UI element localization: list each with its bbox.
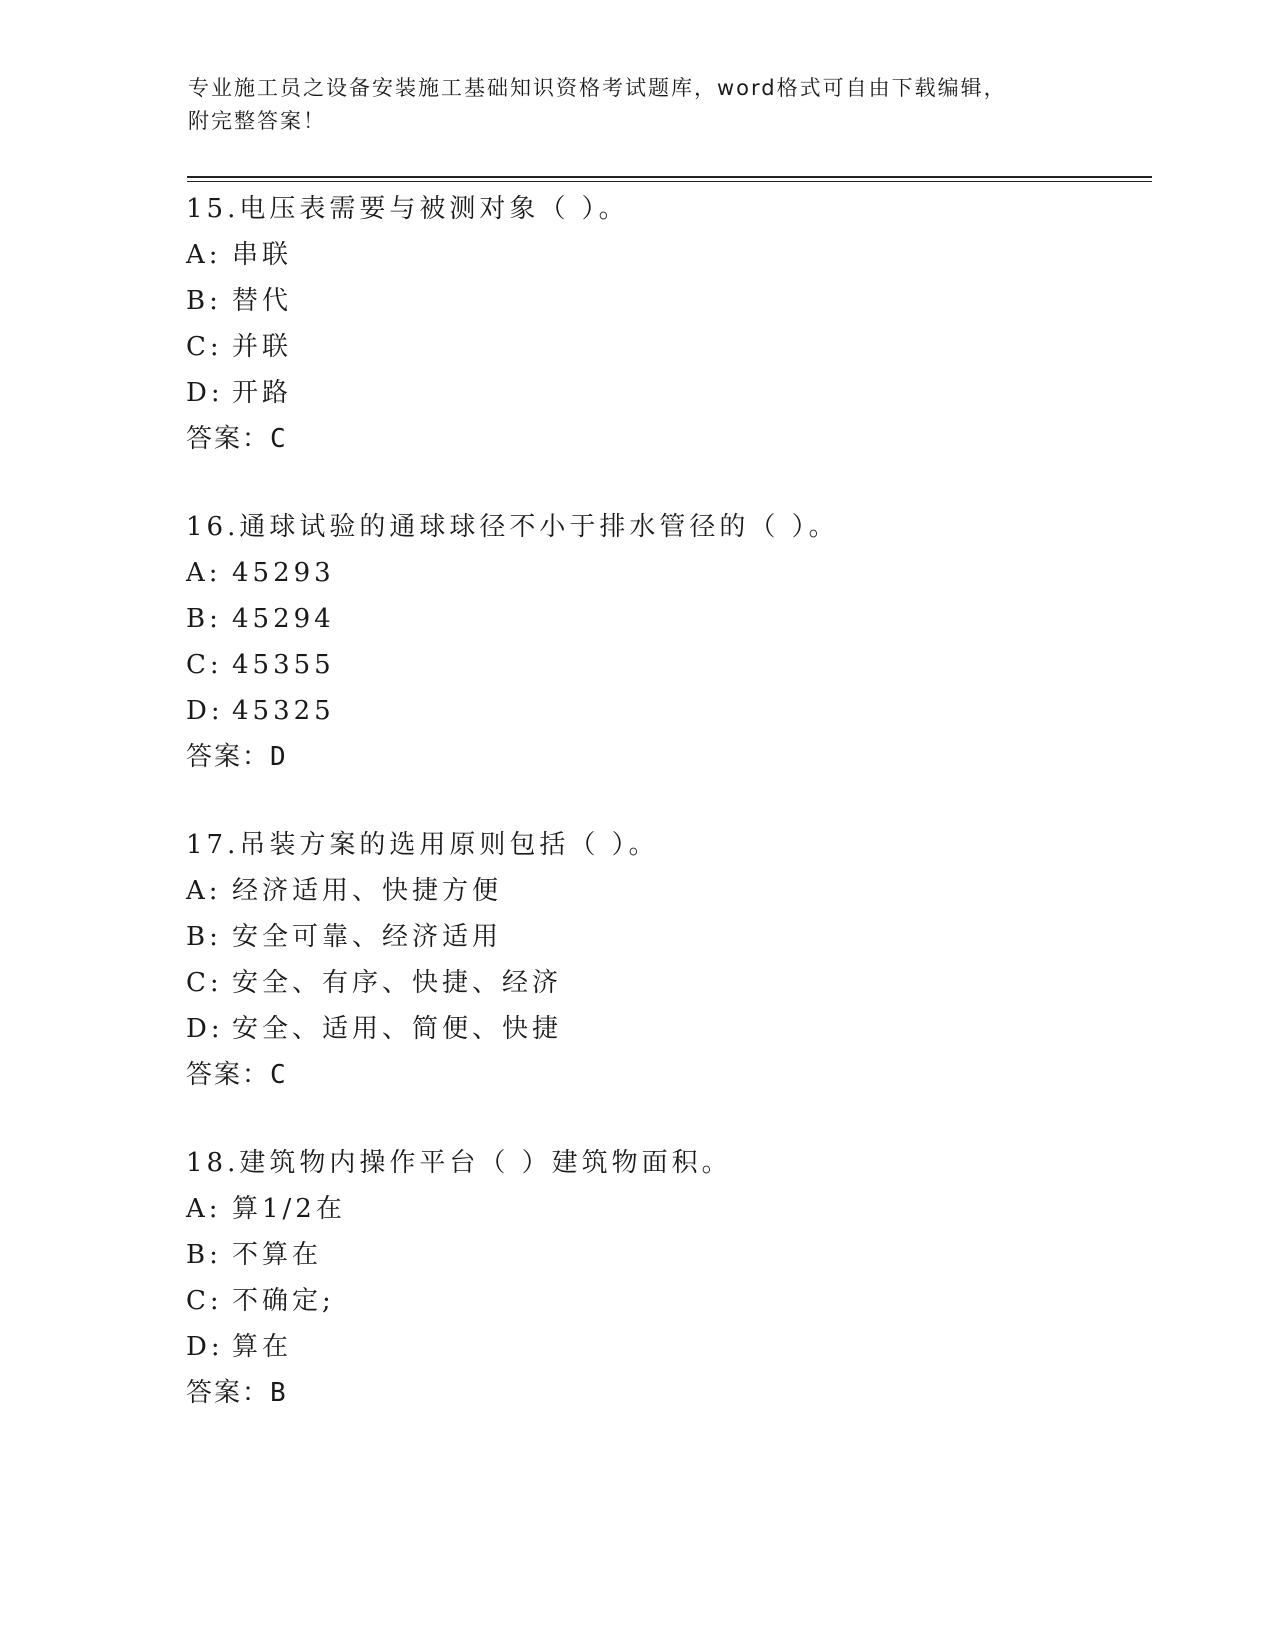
option-text: 开路: [232, 378, 293, 408]
option-letter: B:: [186, 922, 222, 952]
option-text: 不算在: [232, 1240, 323, 1270]
option-letter: B:: [186, 604, 222, 634]
option-d: [186, 370, 1146, 416]
answer-line: 答案：C: [186, 1060, 288, 1090]
option-b: [186, 914, 1146, 960]
option-a: [186, 550, 1146, 596]
option-text: 算在: [232, 1332, 293, 1362]
question-15: [186, 186, 1146, 462]
question-16: [186, 504, 1146, 780]
answer-line: 答案：C: [186, 424, 288, 454]
document-header: [188, 72, 1068, 138]
option-letter: C:: [186, 1286, 223, 1316]
option-text: 算1/2在: [232, 1194, 346, 1224]
header-line-1: 专业施工员之设备安装施工基础知识资格考试题库，word格式可自由下载编辑，: [188, 76, 1007, 100]
option-text: 安全可靠、经济适用: [232, 922, 503, 952]
answer-line: 答案：D: [186, 742, 288, 772]
option-letter: D:: [186, 1014, 224, 1044]
option-letter: C:: [186, 332, 223, 362]
question-stem: 15.电压表需要与被测对象（ ）。: [186, 194, 629, 224]
option-text: 安全、有序、快捷、经济: [232, 968, 563, 998]
question-stem: 17.吊装方案的选用原则包括（ ）。: [186, 830, 659, 860]
option-c: [186, 324, 1146, 370]
option-d: [186, 1006, 1146, 1052]
option-letter: D:: [186, 378, 224, 408]
header-line-2: 附完整答案！: [188, 109, 326, 133]
option-letter: C:: [186, 650, 223, 680]
option-letter: D:: [186, 696, 224, 726]
option-letter: D:: [186, 1332, 224, 1362]
option-text: 45355: [232, 650, 335, 680]
option-a: [186, 868, 1146, 914]
option-letter: C:: [186, 968, 223, 998]
header-divider-thick: [187, 176, 1152, 178]
option-d: [186, 1324, 1146, 1370]
option-text: 串联: [232, 240, 293, 270]
option-letter: A:: [186, 876, 222, 906]
option-a: [186, 1186, 1146, 1232]
option-letter: A:: [186, 240, 222, 270]
option-text: 不确定;: [232, 1286, 335, 1316]
question-17: [186, 822, 1146, 1098]
option-a: [186, 232, 1146, 278]
option-text: 45294: [232, 604, 335, 634]
option-text: 经济适用、快捷方便: [232, 876, 503, 906]
option-text: 45325: [232, 696, 335, 726]
answer-line: 答案：B: [186, 1378, 288, 1408]
option-letter: B:: [186, 286, 222, 316]
option-letter: B:: [186, 1240, 222, 1270]
option-b: [186, 1232, 1146, 1278]
option-letter: A:: [186, 558, 222, 588]
option-c: [186, 1278, 1146, 1324]
option-text: 45293: [232, 558, 335, 588]
question-18: [186, 1140, 1146, 1416]
question-stem: 16.通球试验的通球球径不小于排水管径的（ ）。: [186, 512, 839, 542]
option-c: [186, 642, 1146, 688]
option-b: [186, 596, 1146, 642]
option-text: 替代: [232, 286, 293, 316]
question-stem: 18.建筑物内操作平台（ ）建筑物面积。: [186, 1148, 732, 1178]
option-b: [186, 278, 1146, 324]
option-c: [186, 960, 1146, 1006]
header-divider-thin: [187, 181, 1152, 182]
option-text: 并联: [232, 332, 293, 362]
option-text: 安全、适用、简便、快捷: [232, 1014, 563, 1044]
option-d: [186, 688, 1146, 734]
option-letter: A:: [186, 1194, 222, 1224]
